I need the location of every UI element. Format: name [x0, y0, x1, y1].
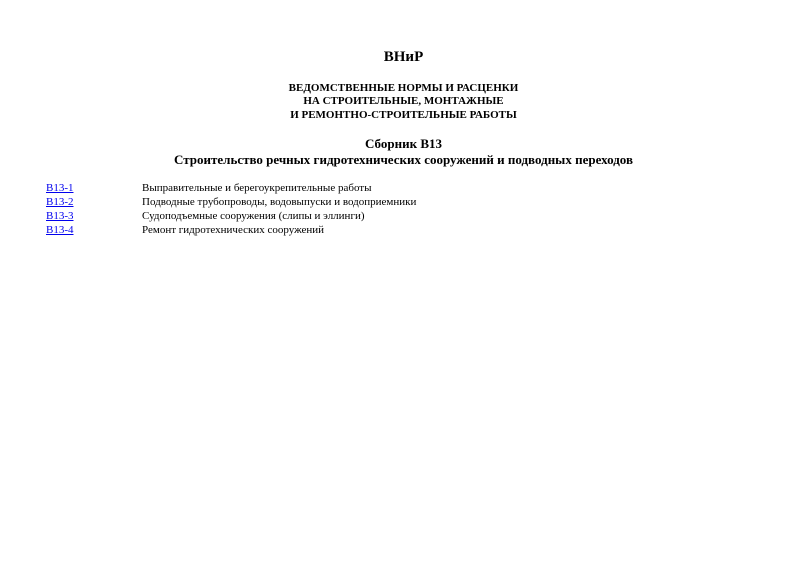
page-title: ВНиР: [383, 49, 424, 65]
toc-description-4: Ремонт гидротехнических сооружений: [142, 224, 325, 236]
toc-link-b13-4[interactable]: В13-4: [46, 224, 74, 236]
toc-link-b13-1[interactable]: В13-1: [46, 182, 74, 194]
toc-link-b13-2[interactable]: В13-2: [46, 196, 74, 208]
toc-row-2: [46, 196, 766, 210]
toc-row-1: [46, 182, 766, 196]
collection-number: Сборник В13: [365, 136, 442, 151]
toc-row-3: [46, 210, 766, 224]
subtitle-line-2: НА СТРОИТЕЛЬНЫЕ, МОНТАЖНЫЕ: [303, 95, 504, 107]
toc-row-4: [46, 224, 766, 238]
toc-description-2: Подводные трубопроводы, водовыпуски и водоприемники: [142, 196, 417, 208]
toc-description-1: Выправительные и берегоукрепительные работы: [142, 182, 372, 194]
subtitle-line-1: ВЕДОМСТВЕННЫЕ НОРМЫ И РАСЦЕНКИ: [288, 82, 519, 94]
collection-title: Строительство речных гидротехнических сооружений и подводных переходов: [174, 152, 633, 167]
toc-description-3: Судоподъемные сооружения (слипы и эллинги): [142, 210, 365, 222]
table-of-contents: [46, 182, 766, 238]
subtitle-line-3: И РЕМОНТНО-СТРОИТЕЛЬНЫЕ РАБОТЫ: [290, 109, 517, 121]
toc-link-b13-3[interactable]: В13-3: [46, 210, 74, 222]
